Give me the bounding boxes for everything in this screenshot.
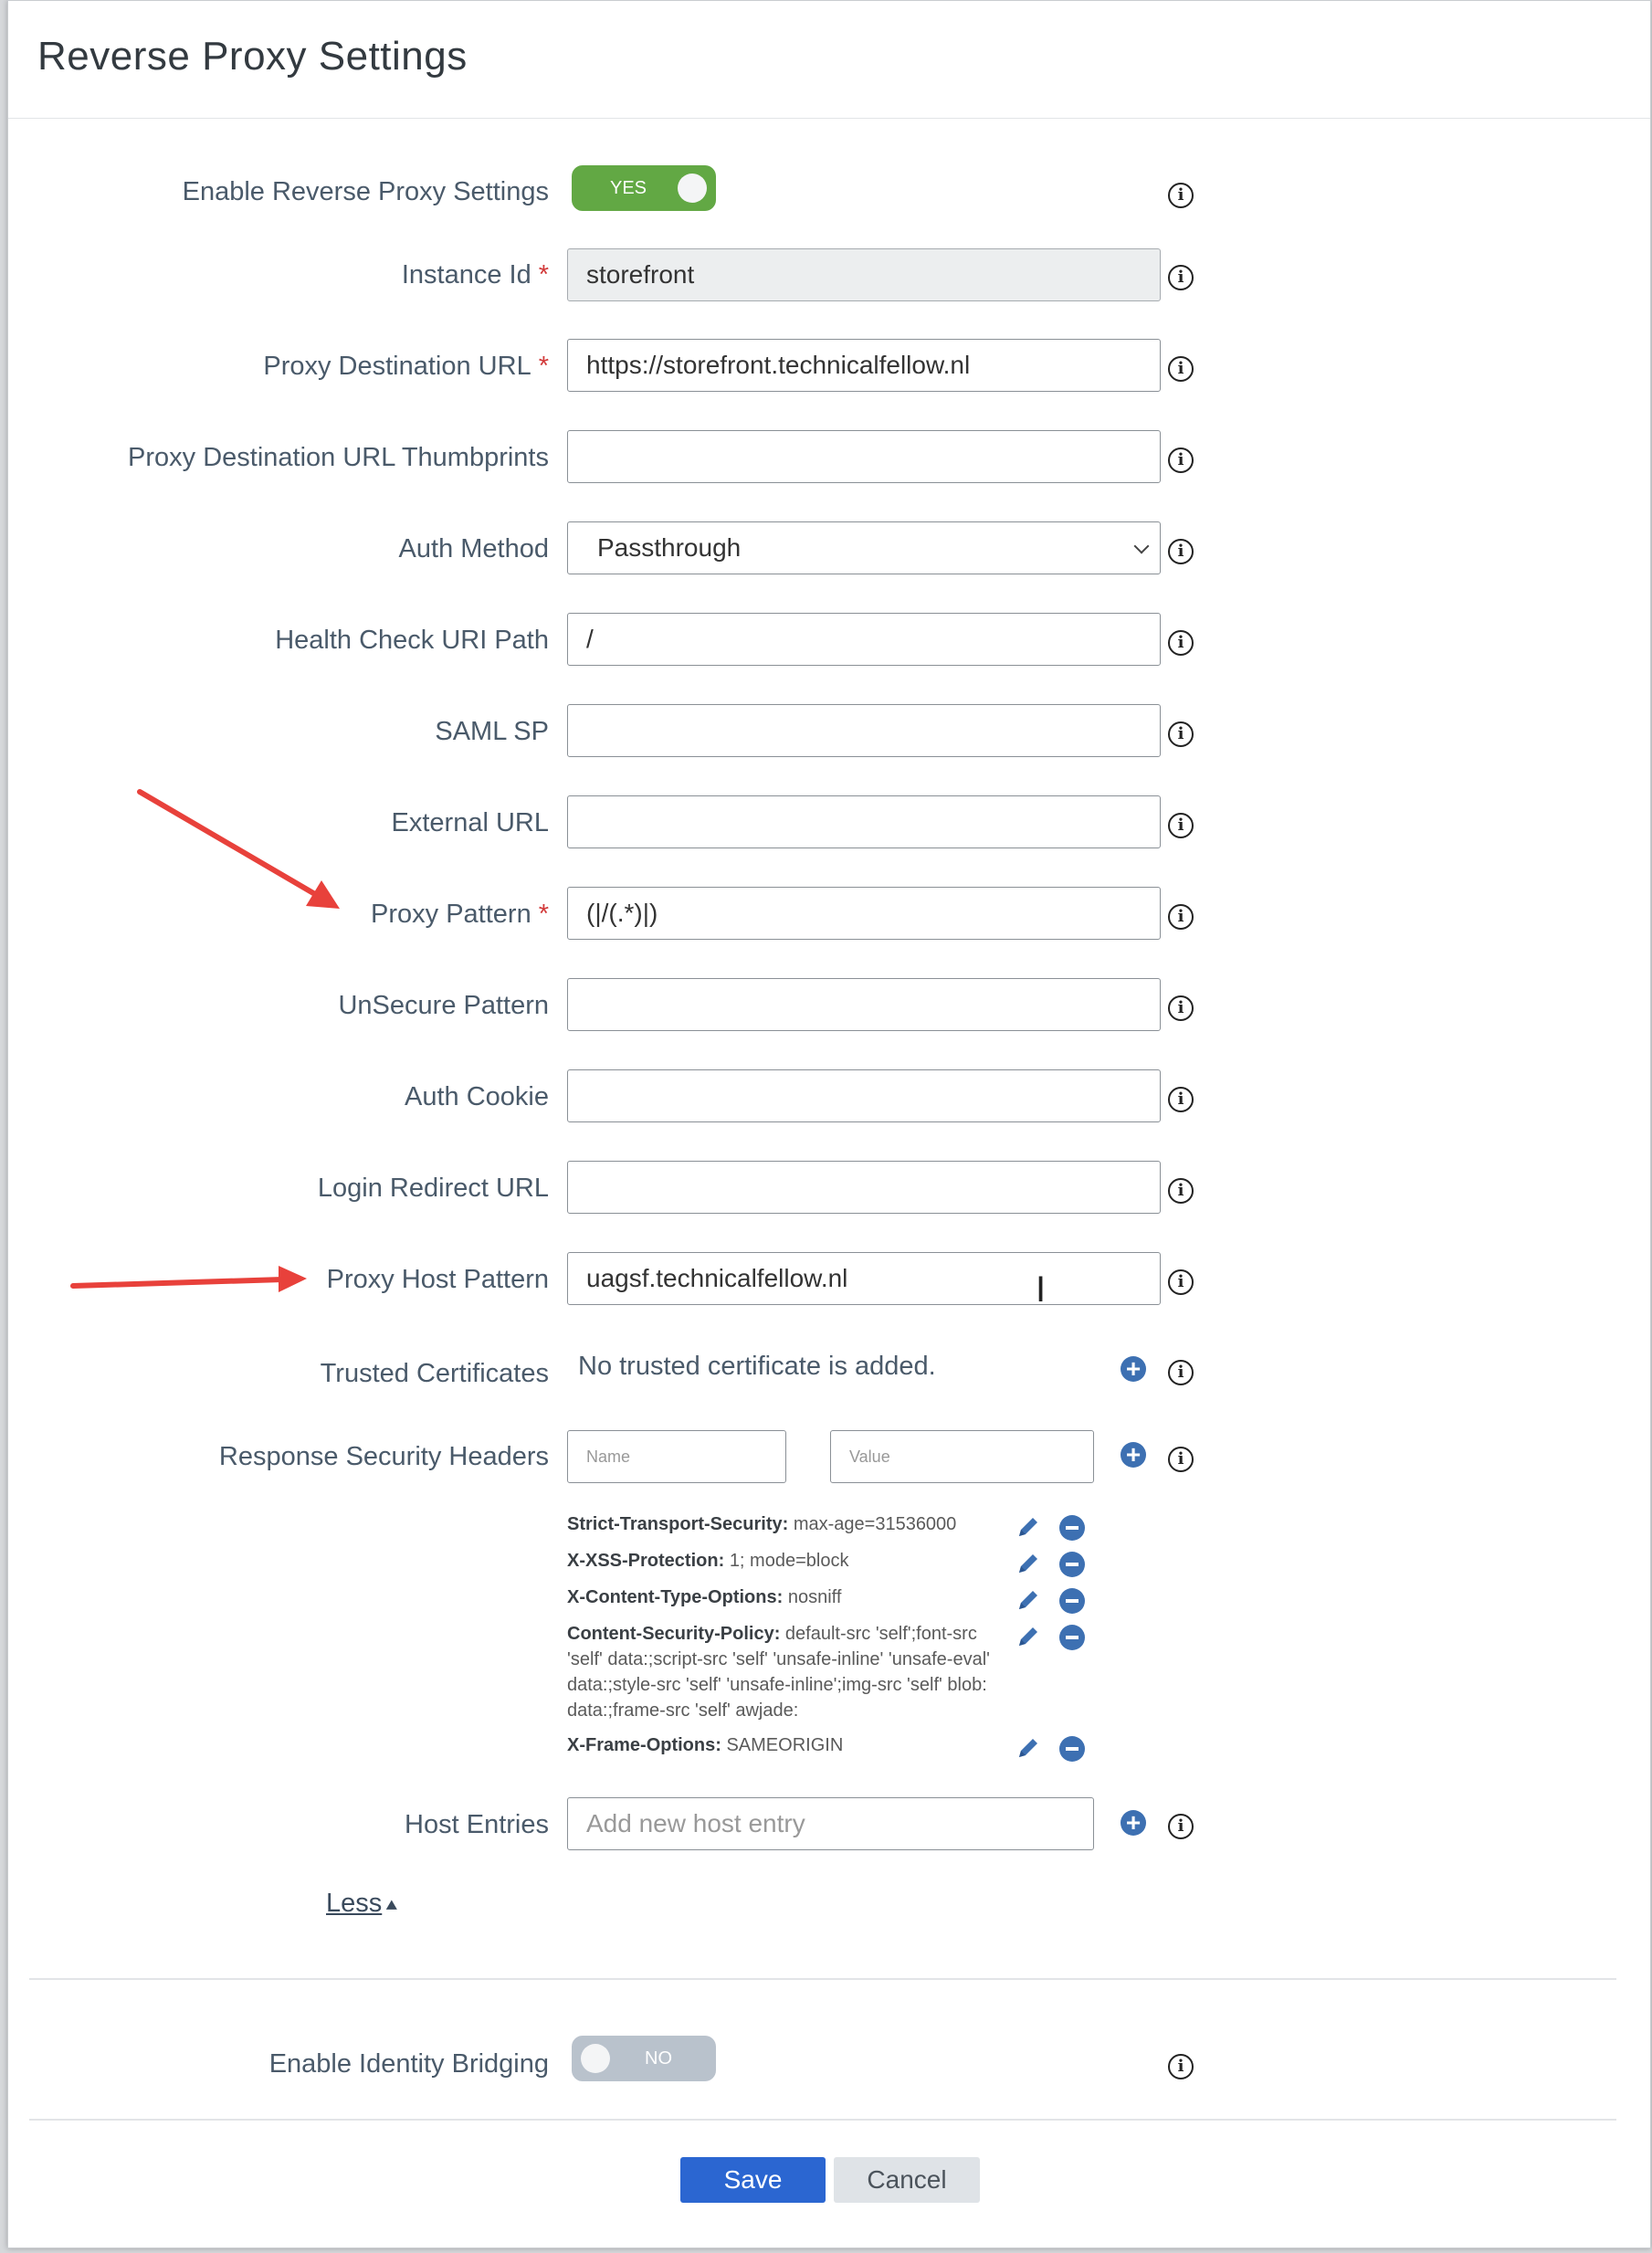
info-icon[interactable]: i — [1168, 447, 1194, 473]
info-icon[interactable]: i — [1168, 995, 1194, 1021]
security-header-row — [567, 1511, 992, 1537]
plus-circle-icon[interactable]: + — [1121, 1442, 1146, 1468]
header-name: Content-Security-Policy: — [567, 1624, 781, 1644]
security-header-row — [567, 1621, 992, 1723]
info-icon[interactable]: i — [1168, 1178, 1194, 1204]
info-icon[interactable]: i — [1168, 265, 1194, 290]
text-cursor-icon: I — [1036, 1269, 1047, 1310]
header-value: default-src 'self';font-src 'self' data:;script-src 'self' 'unsafe-inline' 'unsafe-eval' data:;style-src 'self' 'unsafe-inline';img-src 'self' blob: data:;frame-src 'self' awjade: — [567, 1624, 990, 1721]
dialog-title: Reverse Proxy Settings — [37, 34, 468, 79]
info-icon[interactable]: i — [1168, 721, 1194, 747]
info-icon[interactable]: i — [1168, 183, 1194, 208]
less-link[interactable]: Less — [326, 1889, 383, 1918]
header-value: nosniff — [787, 1587, 842, 1607]
header-value: max-age=31536000 — [793, 1514, 957, 1534]
minus-circle-icon[interactable] — [1059, 1588, 1085, 1614]
unsecure-pattern-label: UnSecure Pattern — [338, 991, 549, 1020]
info-icon[interactable]: i — [1168, 539, 1194, 564]
info-icon[interactable]: i — [1168, 356, 1194, 382]
header-value: SAMEORIGIN — [726, 1735, 844, 1755]
required-marker: * — [538, 900, 549, 929]
header-value: 1; mode=block — [729, 1551, 849, 1571]
external-url-label: External URL — [391, 808, 549, 837]
health-check-input[interactable]: / — [567, 613, 1161, 666]
minus-circle-icon[interactable] — [1059, 1736, 1085, 1762]
minus-circle-icon[interactable] — [1059, 1625, 1085, 1650]
header-name: Strict-Transport-Security: — [567, 1514, 789, 1534]
required-marker: * — [538, 260, 549, 290]
info-icon[interactable]: i — [1168, 1360, 1194, 1385]
host-entry-input[interactable] — [567, 1797, 1094, 1850]
security-header-row — [567, 1584, 992, 1610]
required-marker: * — [538, 352, 549, 381]
proxy-host-pattern-label: Proxy Host Pattern — [326, 1265, 549, 1294]
auth-method-select[interactable] — [567, 521, 1161, 574]
security-header-row — [567, 1732, 992, 1758]
enable-reverse-proxy-label: Enable Reverse Proxy Settings — [182, 177, 549, 206]
pencil-icon[interactable] — [1015, 1624, 1041, 1649]
toggle-no-label: NO — [645, 2048, 672, 2069]
enable-reverse-proxy-toggle[interactable] — [572, 165, 716, 211]
info-icon[interactable]: i — [1168, 1087, 1194, 1112]
instance-id-label — [402, 257, 549, 293]
auth-method-label: Auth Method — [398, 534, 549, 563]
login-redirect-input[interactable] — [567, 1161, 1161, 1214]
proxy-pattern-label — [371, 896, 549, 932]
plus-circle-icon[interactable]: + — [1121, 1356, 1146, 1382]
double-chevron-up-icon[interactable]: ⯅ — [384, 1894, 400, 1917]
title-divider — [8, 118, 1650, 119]
proxy-host-pattern-input[interactable]: uagsf.technicalfellow.nl — [567, 1252, 1161, 1305]
header-name-input[interactable]: Name — [567, 1430, 786, 1483]
identity-bridging-label: Enable Identity Bridging — [268, 2049, 549, 2079]
header-name: X-Frame-Options: — [567, 1735, 721, 1755]
login-redirect-label: Login Redirect URL — [317, 1174, 549, 1203]
header-name: X-XSS-Protection: — [567, 1551, 725, 1571]
info-icon[interactable]: i — [1168, 630, 1194, 656]
save-button[interactable]: Save — [680, 2157, 826, 2203]
saml-sp-label: SAML SP — [435, 717, 549, 746]
reverse-proxy-dialog — [7, 0, 1651, 2248]
security-header-row — [567, 1548, 992, 1574]
instance-id-input[interactable]: storefront — [567, 248, 1161, 301]
response-security-headers-label: Response Security Headers — [218, 1442, 549, 1471]
info-icon[interactable]: i — [1168, 1269, 1194, 1295]
thumbprints-input[interactable] — [567, 430, 1161, 483]
proxy-pattern-label-text: Proxy Pattern — [371, 900, 531, 929]
pencil-icon[interactable] — [1015, 1735, 1041, 1761]
minus-circle-icon[interactable] — [1059, 1515, 1085, 1541]
saml-sp-input[interactable] — [567, 704, 1161, 757]
host-entries-label: Host Entries — [405, 1810, 549, 1839]
health-check-label: Health Check URI Path — [275, 626, 549, 655]
info-icon[interactable]: i — [1168, 813, 1194, 838]
header-name: X-Content-Type-Options: — [567, 1587, 784, 1607]
auth-method-value: Passthrough — [597, 533, 742, 562]
info-icon[interactable]: i — [1168, 1814, 1194, 1839]
pencil-icon[interactable] — [1015, 1587, 1041, 1613]
cancel-button[interactable]: Cancel — [834, 2157, 980, 2203]
pencil-icon[interactable] — [1015, 1514, 1041, 1540]
plus-circle-icon[interactable]: + — [1121, 1810, 1146, 1836]
thumbprints-label: Proxy Destination URL Thumbprints — [128, 443, 549, 472]
info-icon[interactable]: i — [1168, 904, 1194, 930]
proxy-destination-url-label — [263, 348, 549, 384]
host-entry-placeholder: Add new host entry — [586, 1809, 805, 1837]
trusted-certificates-label: Trusted Certificates — [320, 1359, 549, 1388]
minus-circle-icon[interactable] — [1059, 1552, 1085, 1577]
toggle-knob — [678, 174, 707, 203]
proxy-pattern-input[interactable]: (|/(.*)|) — [567, 887, 1161, 940]
auth-cookie-input[interactable] — [567, 1069, 1161, 1122]
external-url-input[interactable] — [567, 795, 1161, 848]
identity-bridging-toggle[interactable] — [572, 2036, 716, 2081]
proxy-destination-url-label-text: Proxy Destination URL — [263, 352, 531, 381]
info-icon[interactable]: i — [1168, 2054, 1194, 2079]
no-trusted-certificate-text: No trusted certificate is added. — [578, 1352, 936, 1381]
info-icon[interactable]: i — [1168, 1447, 1194, 1472]
header-value-input[interactable]: Value — [830, 1430, 1094, 1483]
toggle-knob — [581, 2044, 610, 2073]
footer-divider — [29, 2119, 1616, 2121]
auth-cookie-label: Auth Cookie — [405, 1082, 549, 1111]
pencil-icon[interactable] — [1015, 1551, 1041, 1576]
section-divider — [29, 1978, 1616, 1980]
instance-id-label-text: Instance Id — [401, 260, 531, 290]
toggle-yes-label: YES — [610, 178, 647, 198]
proxy-destination-url-input[interactable]: https://storefront.technicalfellow.nl — [567, 339, 1161, 392]
unsecure-pattern-input[interactable] — [567, 978, 1161, 1031]
